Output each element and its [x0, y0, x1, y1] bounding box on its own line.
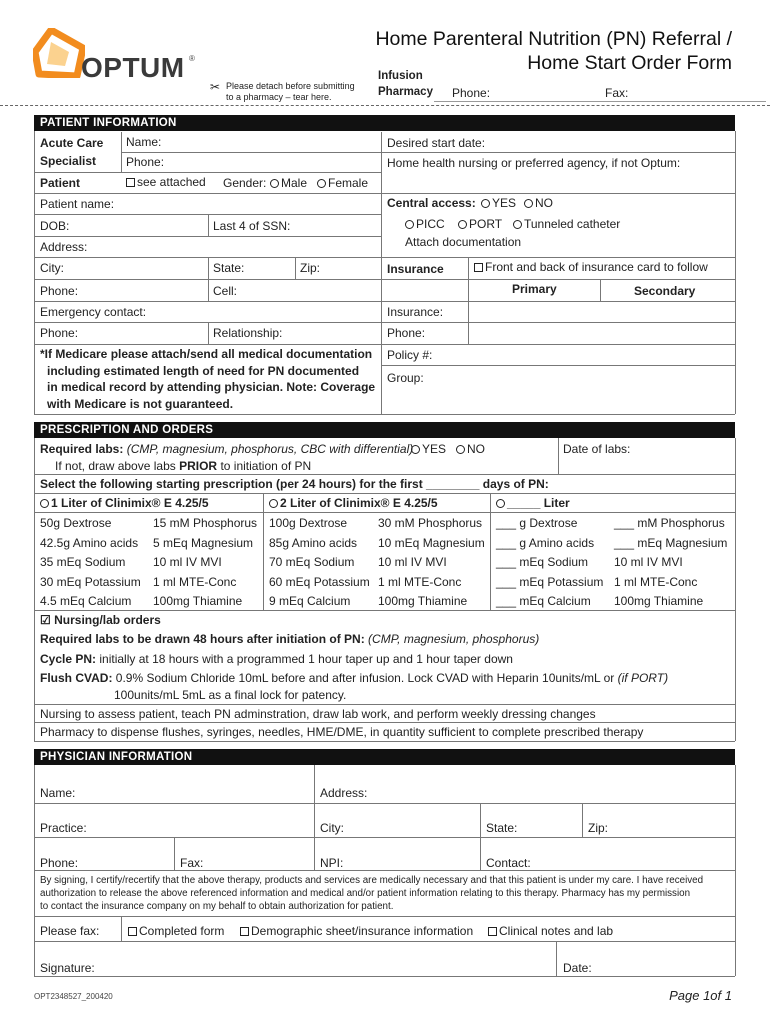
- see-attached-checkbox[interactable]: see attached: [126, 175, 206, 189]
- policy-field[interactable]: Policy #:: [387, 348, 433, 362]
- physician-fax-field[interactable]: Fax:: [180, 856, 204, 870]
- state-field[interactable]: State:: [213, 261, 245, 275]
- medicare-note-3: in medical record by attending physician. Note: Coverage: [47, 380, 376, 394]
- physician-phone-field[interactable]: Phone:: [40, 856, 79, 870]
- fax-demographic-checkbox[interactable]: Demographic sheet/insurance information: [240, 924, 473, 938]
- checkbox-icon: [474, 263, 483, 272]
- section-patient-info: PATIENT INFORMATION: [34, 115, 735, 131]
- radio-icon: [405, 220, 414, 229]
- picc-radio[interactable]: PICC: [405, 217, 445, 231]
- checkbox-icon: [128, 927, 137, 936]
- rx-cell: ___ g Dextrose: [496, 516, 578, 530]
- rx-cell: 10 ml IV MVI: [378, 555, 447, 569]
- select-prescription-line: Select the following starting prescription (per 24 hours) for the first ________ days of PN:: [40, 477, 549, 491]
- req48-line: Required labs to be drawn 48 hours after initiation of PN: (CMP, magnesium, phosphorus): [40, 632, 540, 646]
- form-title-line1: Home Parenteral Nutrition (PN) Referral /: [375, 28, 732, 50]
- radio-icon: [496, 499, 505, 508]
- fax-clinical-notes-checkbox[interactable]: Clinical notes and lab: [488, 924, 613, 938]
- rx-cell: 70 mEq Sodium: [269, 555, 355, 569]
- rx-cell: ___ g Amino acids: [496, 535, 595, 550]
- checkbox-icon: [488, 927, 497, 936]
- rx-cell: 10 ml IV MVI: [614, 555, 683, 569]
- relationship-field[interactable]: Relationship:: [213, 326, 283, 340]
- certify-text-2: authorization to release the above referenced information and medical and/or patient information relating to this therapy. Pharmacy has my permission: [40, 888, 691, 899]
- section-prescription: PRESCRIPTION AND ORDERS: [34, 422, 735, 438]
- specialist-label: Specialist: [40, 154, 97, 168]
- nursing-orders-checkbox[interactable]: ☑ Nursing/lab orders: [40, 613, 161, 627]
- start-date-field[interactable]: Desired start date:: [387, 136, 486, 150]
- medicare-note-1: *If Medicare please attach/send all medical documentation: [40, 347, 373, 361]
- insurance-card-checkbox[interactable]: Front and back of insurance card to follow: [474, 260, 708, 274]
- optum-logo-icon: [33, 28, 85, 78]
- medicare-note-2: including estimated length of need for PN documented: [47, 364, 360, 378]
- labs-no-radio[interactable]: NO: [456, 442, 485, 456]
- radio-icon: [513, 220, 522, 229]
- address-field[interactable]: Address:: [40, 240, 88, 254]
- rx-cell: 5 mEq Magnesium: [153, 535, 254, 550]
- scissors-icon: ✂: [210, 80, 221, 94]
- gender-female-radio[interactable]: Female: [317, 176, 368, 190]
- detach-note-2: to a pharmacy – tear here.: [226, 92, 332, 102]
- rx-cell: 30 mM Phosphorus: [378, 516, 483, 530]
- dob-field[interactable]: DOB:: [40, 219, 70, 233]
- central-yes-radio[interactable]: YES: [481, 196, 516, 210]
- signature-field[interactable]: Signature:: [40, 961, 95, 975]
- section-physician: PHYSICIAN INFORMATION: [34, 749, 735, 765]
- option-1-liter-radio[interactable]: 1 Liter of Clinimix® E 4.25/5: [40, 496, 209, 510]
- rx-cell: 35 mEq Sodium: [40, 555, 126, 569]
- radio-icon: [270, 179, 279, 188]
- specialist-name-field[interactable]: Name:: [126, 135, 162, 149]
- detach-note-1: Please detach before submitting: [226, 81, 355, 91]
- radio-icon: [40, 499, 49, 508]
- patient-label: Patient: [40, 176, 81, 190]
- cell-field[interactable]: Cell:: [213, 284, 238, 298]
- physician-zip-field[interactable]: Zip:: [588, 821, 609, 835]
- radio-icon: [524, 199, 533, 208]
- rx-cell: 42.5g Amino acids: [40, 535, 139, 550]
- rx-cell: 15 mM Phosphorus: [153, 516, 258, 530]
- emergency-phone-field[interactable]: Phone:: [40, 326, 79, 340]
- gender-label: Gender:: [223, 176, 267, 190]
- rx-cell: ___ mM Phosphorus: [614, 516, 725, 530]
- acute-care-label: Acute Care: [40, 136, 104, 150]
- central-access-label: Central access:: [387, 196, 476, 210]
- rx-cell: ___ mEq Calcium: [496, 594, 591, 608]
- rx-cell: 1 ml MTE-Conc: [378, 574, 462, 589]
- rx-cell: 85g Amino acids: [269, 535, 358, 550]
- rx-cell: 100mg Thiamine: [614, 594, 704, 608]
- required-labs-line: Required labs: (CMP, magnesium, phosphorus, CBC with differential): [40, 442, 414, 456]
- option-custom-liter-radio[interactable]: _____ Liter: [496, 496, 570, 510]
- flush-cvad-line: Flush CVAD: 0.9% Sodium Chloride 10mL before and after infusion. Lock CVAD with Heparin 10units/mL or (if PORT): [40, 671, 669, 685]
- fax-completed-form-checkbox[interactable]: Completed form: [128, 924, 224, 938]
- rx-cell: 100mg Thiamine: [153, 594, 243, 608]
- secondary-column-header: Secondary: [634, 284, 696, 298]
- rx-cell: 50g Dextrose: [40, 516, 112, 530]
- rx-cell: 100mg Thiamine: [378, 594, 468, 608]
- option-2-liter-radio[interactable]: 2 Liter of Clinimix® E 4.25/5: [269, 496, 438, 510]
- certify-text-3: to contact the insurance company on my behalf to obtain authorization for patient.: [40, 901, 394, 912]
- insurance-name-field[interactable]: Insurance:: [387, 305, 444, 319]
- patient-name-field[interactable]: Patient name:: [40, 197, 115, 211]
- form-code: OPT2348527_200420: [34, 992, 113, 1001]
- pharmacy-dispense-line: Pharmacy to dispense flushes, syringes, needles, HME/DME, in quantity sufficient to complete prescribed therapy: [40, 725, 644, 739]
- checkbox-icon: [126, 178, 135, 187]
- date-of-labs-field[interactable]: Date of labs:: [563, 442, 631, 456]
- ssn-field[interactable]: Last 4 of SSN:: [213, 219, 291, 233]
- rx-cell: 1 ml MTE-Conc: [614, 574, 698, 589]
- radio-icon: [411, 445, 420, 454]
- radio-icon: [458, 220, 467, 229]
- cycle-pn-line: Cycle PN: initially at 18 hours with a programmed 1 hour taper up and 1 hour taper down: [40, 652, 513, 666]
- pharmacy-line: [434, 101, 766, 102]
- certify-text-1: By signing, I certify/recertify that the above therapy, products and services are medically necessary and that this patient is under my care. I have received: [40, 875, 704, 886]
- zip-field[interactable]: Zip:: [300, 261, 321, 275]
- insurance-label: Insurance: [387, 262, 444, 276]
- patient-phone-field[interactable]: Phone:: [40, 284, 79, 298]
- rx-cell: 4.5 mEq Calcium: [40, 594, 132, 608]
- checked-box-icon: ☑: [40, 613, 51, 627]
- medicare-note-4: with Medicare is not guaranteed.: [47, 397, 234, 411]
- physician-practice-field[interactable]: Practice:: [40, 821, 87, 835]
- rx-cell: 30 mEq Potassium: [40, 574, 141, 589]
- attach-doc-note: Attach documentation: [405, 235, 522, 249]
- gender-male-radio[interactable]: Male: [270, 176, 307, 190]
- tear-line: [0, 105, 770, 106]
- rx-cell: 9 mEq Calcium: [269, 594, 351, 608]
- rx-cell: 100g Dextrose: [269, 516, 348, 530]
- flush-cvad-line-2: 100units/mL 5mL as a final lock for patency.: [114, 688, 347, 702]
- please-fax-label: Please fax:: [40, 924, 100, 938]
- checkbox-icon: [240, 927, 249, 936]
- page-number: Page 1of 1: [669, 988, 732, 1003]
- specialist-phone-field[interactable]: Phone:: [126, 155, 165, 169]
- group-field[interactable]: Group:: [387, 371, 424, 385]
- primary-column-header: Primary: [512, 282, 557, 296]
- radio-icon: [456, 445, 465, 454]
- rx-cell: ___ mEq Potassium: [496, 574, 604, 589]
- rx-cell: 60 mEq Potassium: [269, 574, 370, 589]
- logo-text: OPTUM: [81, 52, 185, 83]
- form-title-line2: Home Start Order Form: [527, 52, 732, 74]
- physician-city-field[interactable]: City:: [320, 821, 344, 835]
- insurance-phone-field[interactable]: Phone:: [387, 326, 426, 340]
- pharmacy-phone-label: Phone:: [452, 86, 491, 100]
- nursing-assess-line: Nursing to assess patient, teach PN adminstration, draw lab work, and perform weekly dressing changes: [40, 707, 596, 721]
- radio-icon: [269, 499, 278, 508]
- physician-address-field[interactable]: Address:: [320, 786, 368, 800]
- nursing-agency-field[interactable]: Home health nursing or preferred agency, if not Optum:: [387, 156, 681, 170]
- physician-name-field[interactable]: Name:: [40, 786, 76, 800]
- if-not-note: If not, draw above labs PRIOR to initiation of PN: [55, 459, 312, 473]
- city-field[interactable]: City:: [40, 261, 64, 275]
- rx-cell: ___ mEq Sodium: [496, 555, 589, 569]
- infusion-label: Infusion: [378, 70, 423, 82]
- tunneled-radio[interactable]: Tunneled catheter: [513, 217, 620, 231]
- rx-cell: 10 mEq Magnesium: [378, 535, 485, 550]
- physician-contact-field[interactable]: Contact:: [486, 856, 531, 870]
- physician-state-field[interactable]: State:: [486, 821, 518, 835]
- pharmacy-label: Pharmacy: [378, 86, 433, 98]
- labs-yes-radio[interactable]: YES: [411, 442, 446, 456]
- radio-icon: [317, 179, 326, 188]
- signature-date-field[interactable]: Date:: [563, 961, 592, 975]
- central-no-radio[interactable]: NO: [524, 196, 553, 210]
- physician-npi-field[interactable]: NPI:: [320, 856, 344, 870]
- logo-registered: ®: [189, 54, 195, 63]
- rx-cell: ___ mEq Magnesium: [614, 535, 728, 550]
- radio-icon: [481, 199, 490, 208]
- pharmacy-fax-label: Fax:: [605, 86, 629, 100]
- rx-cell: 1 ml MTE-Conc: [153, 574, 237, 589]
- port-radio[interactable]: PORT: [458, 217, 502, 231]
- rx-cell: 10 ml IV MVI: [153, 555, 222, 569]
- emergency-contact-field[interactable]: Emergency contact:: [40, 305, 147, 319]
